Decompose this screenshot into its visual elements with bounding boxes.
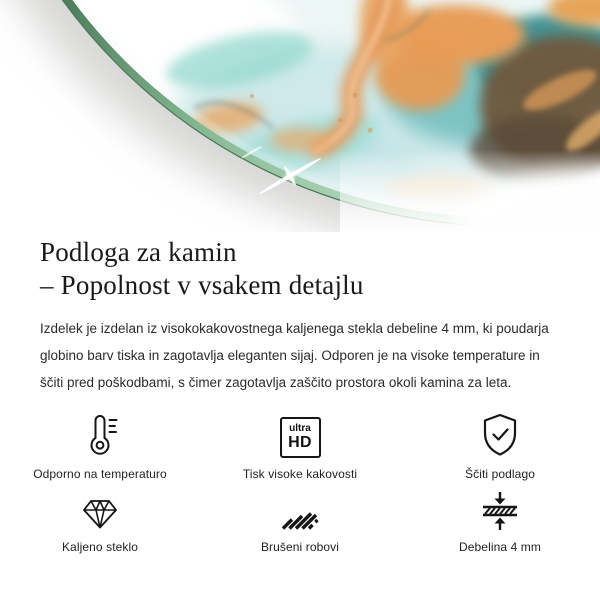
ultra-hd-icon [280,417,321,458]
feature-label: Ščiti podlago [464,467,535,481]
feature-label: Debelina 4 mm [458,540,541,554]
feature-label: Kaljeno steklo [61,540,139,554]
feature-thickness [400,493,600,554]
features-grid [0,412,600,554]
thermometer-icon [77,412,123,458]
shield-check-icon [479,412,521,458]
page-title-line2: – Popolnost v vsakem detajlu [40,270,364,300]
product-description: Izdelek je izdelan iz visokokakovostnega kaljenega stekla debeline 4 mm, ki poudarja globino barv tiska in zagotavlja eleganten sijaj. Odporen je na visoke temperature in ščiti pred poškodbami, s čimer zagotavlja zaščito prostora okoli kamina za leta. [40,321,549,390]
ultra-hd-text-bottom: HD [288,434,312,451]
feature-print-quality [200,412,400,481]
ultra-hd-text-top: ultra [289,423,311,434]
polished-edges-icon [280,497,320,531]
page-title [40,236,560,302]
feature-polished-edges [200,493,400,554]
thickness-icon [480,491,520,531]
hero-image [0,0,600,232]
feature-label: Odporno na temperaturo [33,467,167,481]
feature-label: Tisk visoke kakovosti [242,467,358,481]
page-title-line1: Podloga za kamin [40,237,237,267]
feature-tempered-glass [0,493,200,554]
diamond-icon [81,498,119,531]
feature-label: Brušeni robovi [260,540,340,554]
feature-protection [400,412,600,481]
feature-temperature [0,412,200,481]
